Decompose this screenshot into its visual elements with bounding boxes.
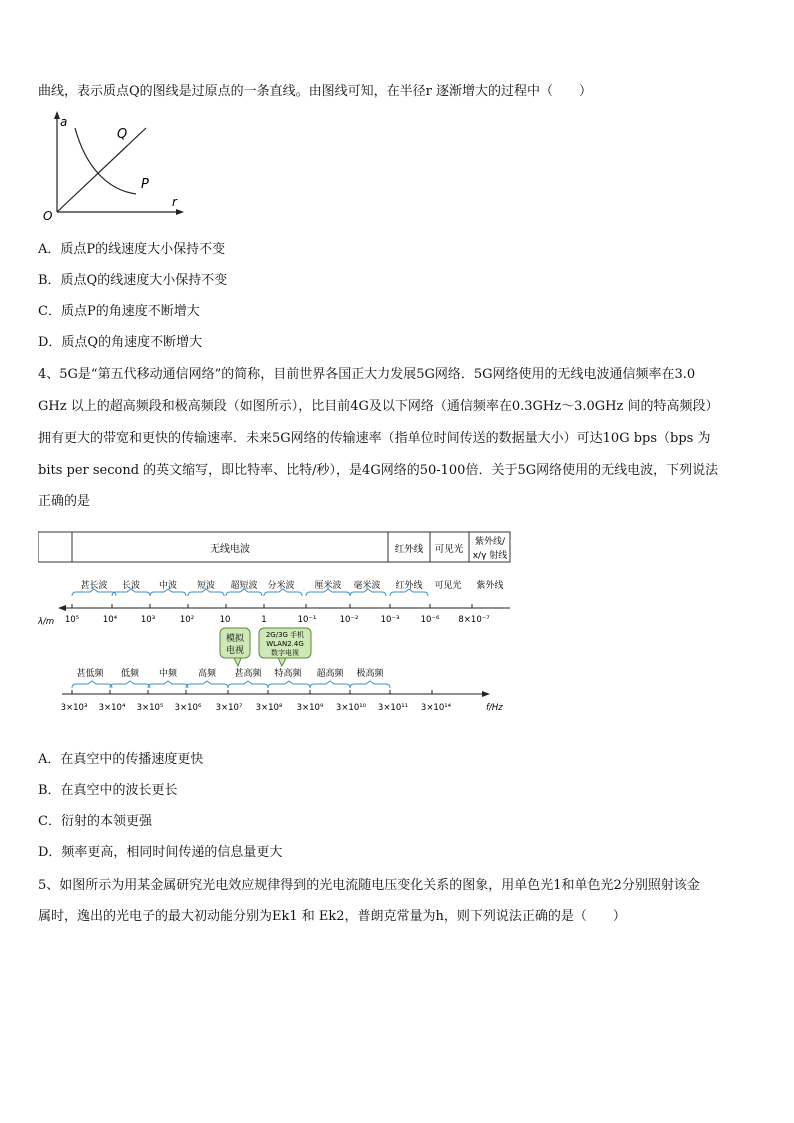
wave-name: 毫米波 <box>353 581 381 591</box>
band-xray: x/γ 射线 <box>472 551 508 561</box>
wave-name: 中波 <box>158 581 178 591</box>
q5-stem-line-1: 5、如图所示为用某金属研究光电效应规律得到的光电流随电压变化关系的图象，用单色光1和单色光2分别照射该金 <box>38 878 700 893</box>
band-visible: 可见光 <box>434 544 464 555</box>
wave-name: 超短波 <box>230 581 258 591</box>
q4-option-d: D．频率更高，相同时间传递的信息量更大 <box>38 845 283 860</box>
a-axis-label: a <box>60 115 68 129</box>
callout-analog-tv <box>220 628 250 666</box>
freq-tick: 3×10¹¹ <box>377 703 409 713</box>
lambda-tick: 10⁻³ <box>380 615 400 625</box>
svg-text:数字电视: 数字电视 <box>271 649 299 657</box>
q4-stem-line-4: bits per second 的英文缩写，即比特率、比特/秒），是4G网络的50-100倍．关于5G网络使用的无线电波，下列说法 <box>38 463 719 478</box>
r-axis-label: r <box>172 195 177 209</box>
q3-stem-tail: 曲线，表示质点Q的图线是过原点的一条直线。由图线可知，在半径r 逐渐增大的过程中（ ） <box>38 84 593 99</box>
freq-axis-arrow <box>482 691 490 697</box>
wave-names <box>80 579 503 591</box>
q3-option-a: A．质点P的线速度大小保持不变 <box>38 242 226 257</box>
q4-option-a: A．在真空中的传播速度更快 <box>38 752 204 767</box>
q4-stem-line-5: 正确的是 <box>38 494 91 509</box>
freq-tick: 3×10⁵ <box>136 703 164 713</box>
svg-text:电视: 电视 <box>225 646 245 656</box>
freq-name: 特高频 <box>274 669 302 679</box>
freq-name: 极高频 <box>356 669 384 679</box>
freq-name: 超高频 <box>316 669 344 679</box>
band-uv: 紫外线/ <box>474 537 506 547</box>
q4-stem-line-1: 4、5G是“第五代移动通信网络”的简称，目前世界各国正大力发展5G网络．5G网络使用的无线电波通信频率在3.0 <box>38 367 696 382</box>
lambda-tick: 8×10⁻⁷ <box>458 615 490 625</box>
q4-stem-line-3: 拥有更大的带宽和更快的传输速率．未来5G网络的传输速率（指单位时间传送的数据量大小）可达10G bps（bps 为 <box>38 431 711 446</box>
svg-text:WLAN2.4G: WLAN2.4G <box>266 640 304 648</box>
svg-text:2G/3G 手机: 2G/3G 手机 <box>265 631 305 639</box>
lambda-tick: 10⁵ <box>64 615 80 625</box>
freq-tick: 3×10¹⁰ <box>335 703 367 713</box>
freq-name: 低频 <box>120 669 140 679</box>
q3-option-d: D．质点Q的角速度不断增大 <box>38 335 203 350</box>
band-radio: 无线电波 <box>210 544 250 555</box>
lambda-ticks <box>65 615 490 625</box>
freq-tick: 3×10⁴ <box>98 703 126 713</box>
freq-tick: 3×10⁸ <box>255 703 283 713</box>
lambda-tick: 10⁴ <box>102 615 118 625</box>
lambda-tick: 10⁻⁶ <box>420 615 440 625</box>
freq-name: 高频 <box>197 669 217 679</box>
freq-label: f/Hz <box>486 703 503 713</box>
freq-name: 甚高频 <box>234 669 262 679</box>
lambda-tick: 10⁻¹ <box>297 615 317 625</box>
p-label: P <box>141 177 149 192</box>
lambda-tick: 10 <box>219 615 231 625</box>
wave-name: 紫外线 <box>476 581 504 591</box>
lambda-tick: 1 <box>261 615 267 625</box>
freq-tick: 3×10⁶ <box>174 703 202 713</box>
wave-name: 厘米波 <box>314 581 342 591</box>
r-axis-arrow <box>176 209 184 215</box>
lambda-label: λ/m <box>38 617 55 627</box>
q3-option-b: B．质点Q的线速度大小保持不变 <box>38 273 228 288</box>
lambda-tick: 10² <box>179 615 195 625</box>
freq-name: 中频 <box>158 669 178 679</box>
wave-name: 红外线 <box>395 581 423 591</box>
freq-name: 甚低频 <box>76 669 104 679</box>
q3-graph <box>38 108 188 223</box>
q4-option-c: C．衍射的本领更强 <box>38 814 152 829</box>
lambda-axis-arrow <box>58 605 66 611</box>
origin-label: O <box>43 209 53 223</box>
q4-stem-line-2: GHz 以上的超高频段和极高频段（如图所示），比目前4G及以下网络（通信频率在0.3GHz～3.0GHz 间的特高频段） <box>38 399 719 414</box>
wave-name: 短波 <box>196 581 216 591</box>
freq-tick: 3×10¹⁴ <box>420 703 452 713</box>
line-q <box>57 128 146 212</box>
svg-text:模拟: 模拟 <box>225 634 245 644</box>
callout-mobile <box>259 628 311 666</box>
q4-option-b: B．在真空中的波长更长 <box>38 783 178 798</box>
band-infrared: 红外线 <box>394 544 424 555</box>
freq-names <box>76 667 384 679</box>
wave-name: 甚长波 <box>80 581 108 591</box>
wave-name: 分米波 <box>267 581 295 591</box>
freq-tick: 3×10⁹ <box>296 703 324 713</box>
lambda-tick: 10³ <box>140 615 156 625</box>
q-label: Q <box>117 127 128 142</box>
em-spectrum-diagram <box>38 526 518 718</box>
lambda-tick: 10⁻² <box>339 615 359 625</box>
wave-name: 可见光 <box>434 581 462 591</box>
freq-tick: 3×10⁷ <box>215 703 243 713</box>
wave-name: 长波 <box>121 581 141 591</box>
q5-stem-line-2: 属时，逸出的光电子的最大初动能分别为Ek1 和 Ek2，普朗克常量为h，则下列说法正确的是（ ） <box>38 909 626 924</box>
freq-tick: 3×10³ <box>60 703 88 713</box>
freq-ticks <box>61 703 452 713</box>
q3-option-c: C．质点P的角速度不断增大 <box>38 304 200 319</box>
